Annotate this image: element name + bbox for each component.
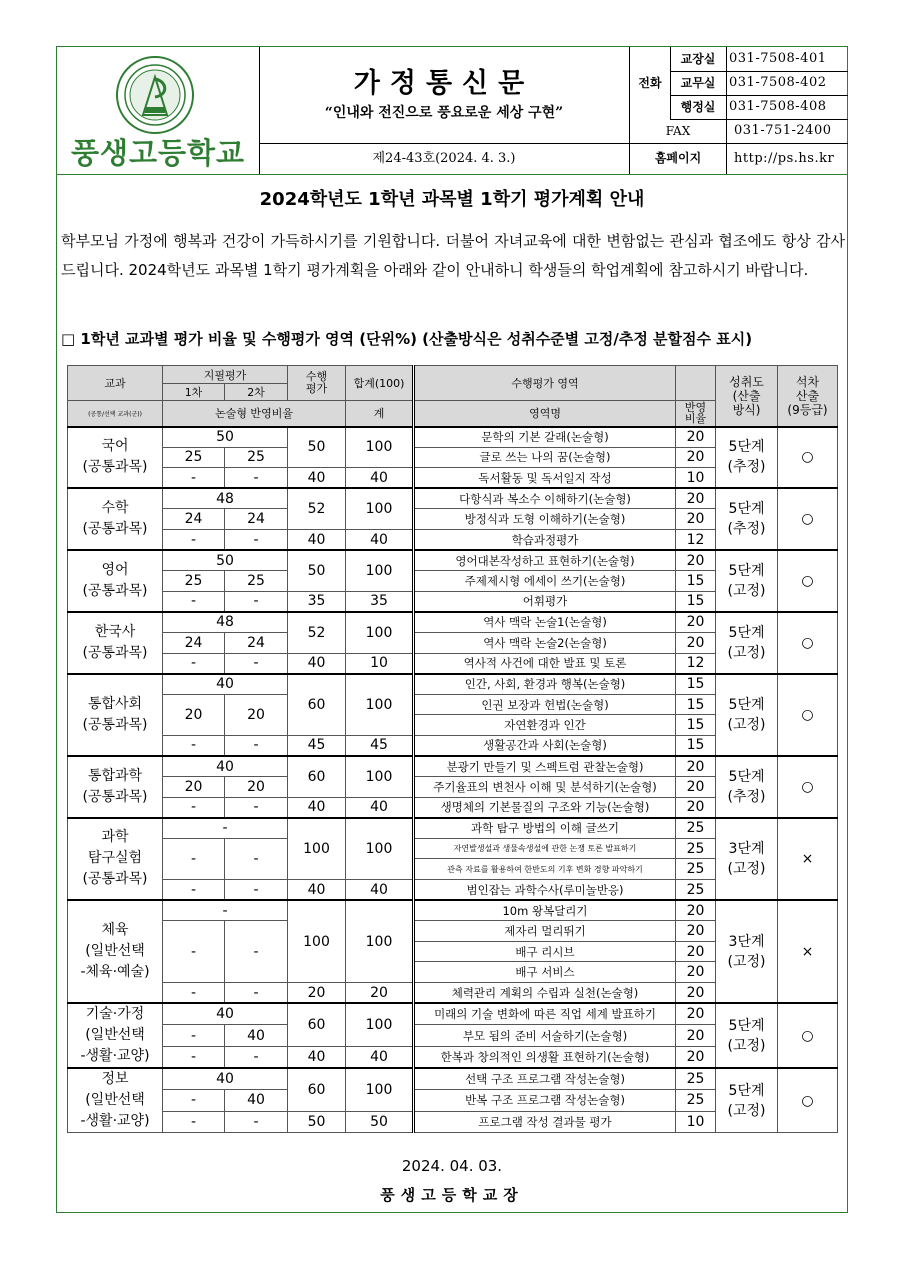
area-weight: 20 (676, 941, 716, 962)
header-subject-label: 교과 (104, 377, 126, 390)
subject-name: 체육 (일반선택 -체육·예술) (68, 900, 163, 1003)
table-row (68, 900, 838, 921)
first-exam: - (163, 1025, 225, 1047)
area-name: 한복과 창의적인 의생활 표현하기(논술형) (414, 1046, 676, 1068)
area-weight: 10 (676, 1111, 716, 1133)
area-name: 범인잡는 과학수사(루미놀반응) (414, 880, 676, 901)
header-total: 계 (346, 401, 414, 427)
performance-ratio: 50 (288, 427, 346, 468)
area-weight: 20 (676, 921, 716, 942)
header-weight: 반영 비율 (676, 401, 716, 427)
header-performance: 수행 평가 (288, 366, 346, 401)
header-first: 1차 (163, 384, 225, 401)
contact-label: 행정실 (670, 95, 727, 119)
area-name: 생활공간과 사회(논술형) (414, 735, 676, 756)
rank-mark: ○ (778, 612, 838, 674)
area-name: 부모 됨의 준비 서술하기(논술형) (414, 1025, 676, 1047)
area-weight: 25 (676, 1090, 716, 1112)
newsletter-header (57, 47, 847, 175)
performance-ratio: 60 (288, 1003, 346, 1046)
area-name: 주기율표의 변천사 이해 및 분석하기(논술형) (414, 777, 676, 798)
subject-name: 정보 (일반선택 -생활·교양) (68, 1068, 163, 1133)
performance-ratio: 100 (288, 818, 346, 880)
second-exam: 40 (225, 1025, 288, 1047)
written-total: 40 (163, 1068, 288, 1090)
performance-ratio: 60 (288, 674, 346, 736)
essay-performance: 20 (288, 983, 346, 1004)
sum-value: 100 (346, 756, 414, 797)
area-name: 선택 구조 프로그램 작성논술형) (414, 1068, 676, 1090)
essay-first: - (163, 735, 225, 756)
area-name: 역사 맥락 논술1(논술형) (414, 612, 676, 633)
first-exam: - (163, 1090, 225, 1112)
area-weight: 20 (676, 550, 716, 571)
second-exam: - (225, 921, 288, 983)
essay-first: - (163, 529, 225, 550)
header-written: 지필평가 (163, 366, 288, 384)
essay-total: 20 (346, 983, 414, 1004)
footer-date: 2024. 04. 03. (401, 1157, 503, 1175)
contact-value: 031-751-2400 (734, 123, 832, 138)
area-name: 배구 서비스 (414, 962, 676, 983)
header-essay-ratio: 논술형 반영비율 (163, 401, 346, 427)
contact-label: 교장실 (670, 47, 727, 71)
achievement-level: 5단계 (추정) (716, 427, 778, 489)
achievement-level: 5단계 (추정) (716, 756, 778, 818)
sum-value: 100 (346, 1068, 414, 1111)
area-name: 관측 자료를 활용하여 한반도의 기후 변화 경향 파악하기 (414, 859, 676, 880)
essay-first: - (163, 468, 225, 489)
area-weight: 20 (676, 447, 716, 468)
contact-label: FAX (630, 119, 727, 143)
intro-paragraph: 학부모님 가정에 행복과 건강이 가득하시기를 기원합니다. 더불어 자녀교육에 대한 변함없는 관심과 협조에도 항상 감사드립니다. 2024학년도 과목별 1학기 평가계획을 아래와 같이 안내하니 학생들의 학업계획에 참고하시기 바랍니다. (61, 232, 845, 279)
header-achievement: 성취도 (산출 방식) (716, 366, 778, 427)
issue-number: 제24-43호(2024. 4. 3.) (372, 151, 516, 166)
performance-ratio: 60 (288, 756, 346, 797)
area-name: 생명체의 기본물질의 구조와 기능(논술형) (414, 797, 676, 818)
essay-performance: 40 (288, 797, 346, 818)
essay-performance: 40 (288, 1046, 346, 1068)
rank-mark: × (778, 900, 838, 1003)
subject-name: 과학 탐구실험 (공통과목) (68, 818, 163, 900)
school-seal-icon (115, 55, 195, 135)
rank-mark: ○ (778, 674, 838, 756)
area-weight: 25 (676, 880, 716, 901)
performance-ratio: 100 (288, 900, 346, 982)
table-row (68, 1003, 838, 1025)
school-motto: “인내와 전진으로 풍요로운 세상 구현” (324, 105, 564, 121)
contact-row (630, 143, 848, 174)
essay-second: - (225, 591, 288, 612)
area-weight: 15 (676, 715, 716, 736)
area-weight: 25 (676, 1068, 716, 1090)
second-exam: 20 (225, 777, 288, 798)
achievement-level: 3단계 (고정) (716, 900, 778, 1003)
second-exam: 20 (225, 694, 288, 735)
area-weight: 20 (676, 962, 716, 983)
essay-total: 40 (346, 468, 414, 489)
achievement-level: 5단계 (고정) (716, 550, 778, 612)
essay-first: - (163, 797, 225, 818)
essay-performance: 40 (288, 529, 346, 550)
area-name: 반복 구조 프로그램 작성논술형) (414, 1090, 676, 1112)
area-weight: 20 (676, 427, 716, 448)
area-name: 문학의 기본 갈래(논술형) (414, 427, 676, 448)
area-weight: 15 (676, 571, 716, 592)
area-name: 배구 리시브 (414, 941, 676, 962)
area-name: 학습과정평가 (414, 529, 676, 550)
area-weight: 20 (676, 612, 716, 633)
sum-value: 100 (346, 818, 414, 880)
essay-total: 40 (346, 529, 414, 550)
performance-ratio: 50 (288, 550, 346, 591)
sum-value: 100 (346, 900, 414, 982)
document-title: 2024학년도 1학년 과목별 1학기 평가계획 안내 (259, 189, 645, 210)
essay-second: - (225, 797, 288, 818)
newsletter-title: 가정통신문 (353, 68, 535, 99)
evaluation-table (67, 365, 838, 1133)
essay-first: - (163, 880, 225, 901)
header-row (68, 366, 838, 384)
subject-name: 영어 (공통과목) (68, 550, 163, 612)
written-total: 50 (163, 550, 288, 571)
area-name: 과학 탐구 방법의 이해 글쓰기 (414, 818, 676, 839)
essay-second: - (225, 468, 288, 489)
area-weight: 20 (676, 756, 716, 777)
achievement-level: 5단계 (고정) (716, 1068, 778, 1133)
written-total: 40 (163, 674, 288, 695)
second-exam: - (225, 838, 288, 879)
header-sum: 합계(100) (346, 366, 414, 401)
rank-mark: ○ (778, 427, 838, 489)
essay-total: 40 (346, 797, 414, 818)
achievement-level: 3단계 (고정) (716, 818, 778, 900)
area-weight: 20 (676, 1046, 716, 1068)
essay-second: - (225, 1111, 288, 1133)
subject-name: 한국사 (공통과목) (68, 612, 163, 674)
principal-signature: 풍생고등학교장 (380, 1186, 524, 1204)
written-total: 48 (163, 612, 288, 633)
area-weight: 25 (676, 838, 716, 859)
achievement-level: 5단계 (추정) (716, 488, 778, 550)
essay-total: 50 (346, 1111, 414, 1133)
table-row (68, 674, 838, 695)
essay-performance: 40 (288, 880, 346, 901)
area-name: 자연발생설과 생물속생설에 관한 논쟁 토론 발표하기 (414, 838, 676, 859)
essay-total: 40 (346, 1046, 414, 1068)
essay-second: - (225, 1046, 288, 1068)
header-performance-area: 수행평가 영역 (414, 366, 676, 401)
sum-value: 100 (346, 427, 414, 468)
written-total: - (163, 818, 288, 839)
table-row (68, 818, 838, 839)
area-name: 다항식과 복소수 이해하기(논술형) (414, 488, 676, 509)
essay-second: - (225, 983, 288, 1004)
first-exam: 20 (163, 777, 225, 798)
area-name: 제자리 멀리뛰기 (414, 921, 676, 942)
area-weight: 12 (676, 653, 716, 674)
contact-row (670, 71, 848, 96)
first-exam: 24 (163, 632, 225, 653)
subject-name: 기술·가정 (일반선택 -생활·교양) (68, 1003, 163, 1068)
essay-first: - (163, 591, 225, 612)
section-heading: □ 1학년 교과별 평가 비율 및 수행평가 영역 (단위%) (산출방식은 성취수준별 고정/추정 분할점수 표시) (61, 330, 753, 348)
essay-performance: 40 (288, 653, 346, 674)
performance-ratio: 52 (288, 612, 346, 653)
contact-value: 031-7508-402 (729, 75, 827, 90)
essay-second: - (225, 735, 288, 756)
achievement-level: 5단계 (고정) (716, 1003, 778, 1068)
area-name: 영어대본작성하고 표현하기(논술형) (414, 550, 676, 571)
header-second: 2차 (225, 384, 288, 401)
first-exam: - (163, 921, 225, 983)
written-total: 50 (163, 427, 288, 448)
performance-ratio: 52 (288, 488, 346, 529)
second-exam: 25 (225, 447, 288, 468)
essay-total: 45 (346, 735, 414, 756)
title-cell (259, 47, 629, 144)
area-weight: 20 (676, 509, 716, 530)
rank-mark: ○ (778, 1068, 838, 1133)
contact-row (630, 119, 848, 144)
essay-total: 10 (346, 653, 414, 674)
area-weight: 25 (676, 818, 716, 839)
rank-mark: × (778, 818, 838, 900)
written-total: - (163, 900, 288, 921)
sum-value: 100 (346, 488, 414, 529)
area-weight: 15 (676, 674, 716, 695)
essay-performance: 50 (288, 1111, 346, 1133)
essay-second: - (225, 529, 288, 550)
essay-first: - (163, 983, 225, 1004)
table-row (68, 427, 838, 448)
area-name: 역사 맥락 논술2(논술형) (414, 632, 676, 653)
area-name: 10m 왕복달리기 (414, 900, 676, 921)
area-weight: 15 (676, 735, 716, 756)
header-subject (68, 366, 163, 401)
second-exam: 25 (225, 571, 288, 592)
area-name: 방정식과 도형 이해하기(논술형) (414, 509, 676, 530)
table-row (68, 612, 838, 633)
area-weight: 20 (676, 632, 716, 653)
contact-value: 031-7508-401 (729, 51, 827, 66)
contact-row (670, 47, 848, 72)
essay-performance: 35 (288, 591, 346, 612)
first-exam: - (163, 838, 225, 879)
header-area-name: 영역명 (414, 401, 676, 427)
first-exam: 25 (163, 447, 225, 468)
area-weight: 20 (676, 983, 716, 1004)
area-weight: 20 (676, 900, 716, 921)
table-row (68, 756, 838, 777)
area-name: 인간, 사회, 환경과 행복(논술형) (414, 674, 676, 695)
area-name: 체력관리 계획의 수립과 실천(논술형) (414, 983, 676, 1004)
area-name: 주제제시형 에세이 쓰기(논술형) (414, 571, 676, 592)
sum-value: 100 (346, 612, 414, 653)
newsletter-frame (56, 46, 848, 1213)
achievement-level: 5단계 (고정) (716, 612, 778, 674)
contact-row (670, 95, 848, 120)
first-exam: 20 (163, 694, 225, 735)
rank-mark: ○ (778, 756, 838, 818)
table-row (68, 1068, 838, 1090)
area-name: 자연환경과 인간 (414, 715, 676, 736)
header-subject-note: (공통/선택 교과(군)) (68, 401, 163, 427)
essay-total: 35 (346, 591, 414, 612)
area-weight: 20 (676, 488, 716, 509)
area-name: 어휘평가 (414, 591, 676, 612)
written-total: 40 (163, 756, 288, 777)
rank-mark: ○ (778, 550, 838, 612)
area-weight: 20 (676, 1025, 716, 1047)
subject-name: 통합과학 (공통과목) (68, 756, 163, 818)
written-total: 40 (163, 1003, 288, 1025)
rank-mark: ○ (778, 1003, 838, 1068)
subject-name: 수학 (공통과목) (68, 488, 163, 550)
second-exam: 24 (225, 509, 288, 530)
sum-value: 100 (346, 674, 414, 736)
area-name: 프로그램 작성 결과물 평가 (414, 1111, 676, 1133)
table-row (68, 488, 838, 509)
phone-label: 전화 (630, 47, 671, 119)
sum-value: 100 (346, 1003, 414, 1046)
essay-second: - (225, 880, 288, 901)
area-weight: 20 (676, 1003, 716, 1025)
area-name: 분광기 만들기 및 스펙트럼 관찰논술형) (414, 756, 676, 777)
essay-first: - (163, 1046, 225, 1068)
area-name: 미래의 기술 변화에 따른 직업 세계 발표하기 (414, 1003, 676, 1025)
contact-value: 031-7508-408 (729, 99, 827, 114)
rank-mark: ○ (778, 488, 838, 550)
second-exam: 40 (225, 1090, 288, 1112)
first-exam: 25 (163, 571, 225, 592)
area-name: 인권 보장과 헌법(논술형) (414, 694, 676, 715)
subject-name: 통합사회 (공통과목) (68, 674, 163, 756)
achievement-level: 5단계 (고정) (716, 674, 778, 756)
area-name: 글로 쓰는 나의 꿈(논술형) (414, 447, 676, 468)
area-name: 역사적 사건에 대한 발표 및 토론 (414, 653, 676, 674)
header-rank: 석차 산출 (9등급) (778, 366, 838, 427)
essay-total: 40 (346, 880, 414, 901)
area-name: 독서활동 및 독서일지 작성 (414, 468, 676, 489)
essay-performance: 45 (288, 735, 346, 756)
logo-cell (57, 47, 260, 174)
second-exam: 24 (225, 632, 288, 653)
sum-value: 100 (346, 550, 414, 591)
area-weight: 10 (676, 468, 716, 489)
area-weight: 15 (676, 694, 716, 715)
school-name: 풍생고등학교 (70, 136, 246, 170)
contact-label: 홈페이지 (630, 143, 727, 174)
written-total: 48 (163, 488, 288, 509)
area-weight: 15 (676, 591, 716, 612)
essay-first: - (163, 653, 225, 674)
table-row (68, 550, 838, 571)
homepage-link[interactable]: http://ps.hs.kr (734, 151, 835, 166)
essay-first: - (163, 1111, 225, 1133)
area-weight: 20 (676, 797, 716, 818)
essay-performance: 40 (288, 468, 346, 489)
area-weight: 12 (676, 529, 716, 550)
header-blank (676, 366, 716, 401)
contact-label: 교무실 (670, 71, 727, 95)
area-weight: 25 (676, 859, 716, 880)
essay-second: - (225, 653, 288, 674)
area-weight: 20 (676, 777, 716, 798)
performance-ratio: 60 (288, 1068, 346, 1111)
first-exam: 24 (163, 509, 225, 530)
contact-box (629, 47, 848, 174)
subject-name: 국어 (공통과목) (68, 427, 163, 489)
